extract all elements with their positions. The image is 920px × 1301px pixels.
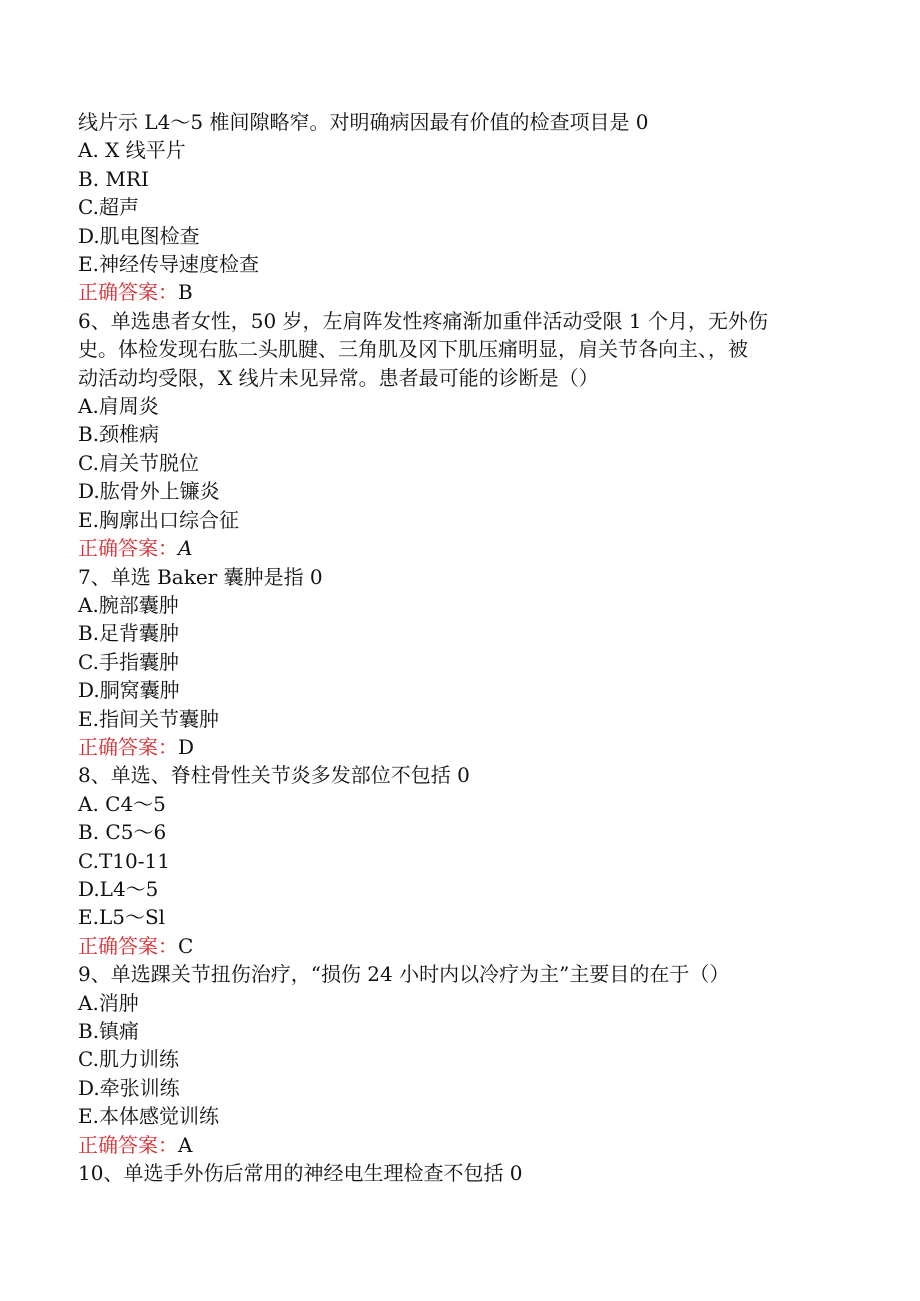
correct-answer-label: 正确答案： [78, 280, 178, 305]
answer-option: B.颈椎病 [78, 422, 160, 447]
question-stem: 6、单选患者女性，50 岁，左肩阵发性疼痛渐加重伴活动受限 1 个月，无外伤 [78, 308, 768, 333]
correct-answer [78, 1131, 838, 1159]
answer-option: D.牵张训练 [78, 1075, 180, 1100]
answer-option: D.肌电图检查 [78, 223, 200, 248]
answer-option: A.肩周炎 [78, 394, 159, 419]
correct-answer-label: 正确答案： [78, 1132, 178, 1157]
correct-answer-value: A [178, 1132, 193, 1157]
question-text-line: 动活动均受限，X 线片未见异常。患者最可能的诊断是（） [78, 365, 599, 390]
correct-answer-label: 正确答案： [78, 536, 178, 561]
question-stem: 9、单选踝关节扭伤治疗，“损伤 24 小时内以冷疗为主”主要目的在于（） [78, 962, 730, 987]
correct-answer [78, 278, 838, 306]
answer-option: D.胴窝囊肿 [78, 678, 180, 703]
correct-answer-value: C [178, 933, 194, 958]
question-stem: 7、单选 Baker 囊肿是指 0 [78, 564, 323, 589]
correct-answer [78, 534, 838, 562]
answer-option: B. MRI [78, 166, 149, 191]
answer-option: E.指间关节囊肿 [78, 706, 219, 731]
answer-option: D.肱骨外上镰炎 [78, 479, 220, 504]
answer-option: A.消肿 [78, 990, 139, 1015]
correct-answer-label: 正确答案： [78, 734, 178, 759]
answer-option: C.肌力训练 [78, 1047, 179, 1072]
question-text-line: 史。体检发现右肱二头肌腱、三角肌及冈下肌压痛明显，肩关节各向主、，被 [78, 337, 748, 362]
answer-option: C.超声 [78, 195, 139, 220]
answer-option: E.胸廓出口综合征 [78, 507, 239, 532]
answer-option: D.L4～5 [78, 876, 159, 901]
question-list [78, 108, 838, 1187]
answer-option: C.手指囊肿 [78, 649, 179, 674]
correct-answer [78, 733, 838, 761]
answer-option: C.T10-11 [78, 848, 170, 873]
question-text-line: 线片示 L4～5 椎间隙略窄。对明确病因最有价值的检查项目是 0 [78, 110, 649, 134]
answer-option: E.神经传导速度检查 [78, 252, 259, 277]
correct-answer-label: 正确答案： [78, 933, 178, 958]
question-stem: 8、单选、脊柱骨性关节炎多发部位不包括 0 [78, 763, 470, 788]
answer-option: A.腕部囊肿 [78, 592, 179, 617]
question-stem: 10、单选手外伤后常用的神经电生理检查不包括 0 [78, 1161, 523, 1186]
answer-option: C.肩关节脱位 [78, 450, 199, 475]
correct-answer-value: B [178, 280, 193, 305]
answer-option: A. C4～5 [78, 791, 166, 816]
answer-option: B.足背囊肿 [78, 621, 180, 646]
correct-answer-value: A [178, 536, 193, 561]
correct-answer [78, 932, 838, 960]
answer-option: E.本体感觉训练 [78, 1104, 219, 1129]
correct-answer-value: D [178, 734, 195, 759]
answer-option: E.L5～Sl [78, 905, 166, 930]
answer-option: A. X 线平片 [78, 138, 186, 163]
answer-option: B. C5～6 [78, 820, 167, 845]
answer-option: B.镇痛 [78, 1019, 140, 1043]
